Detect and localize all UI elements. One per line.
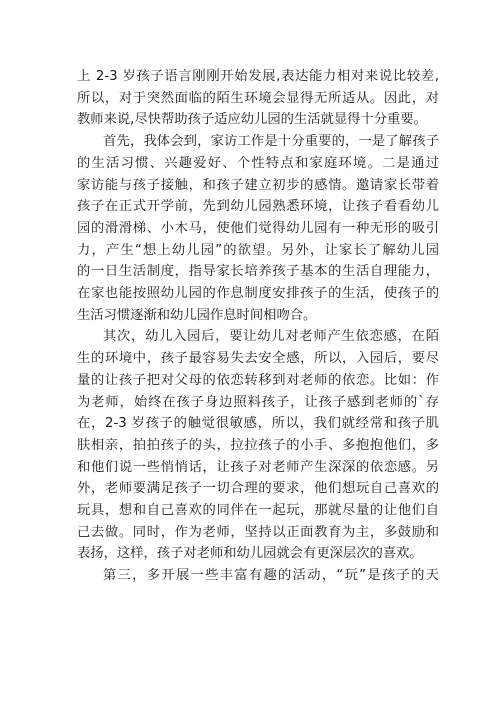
text-line: 上 2-3 岁孩子语言刚刚开始发展,表达能力相对来说比较差, (77, 69, 439, 84)
text-line: 所以，对于突然面临的陌生环境会显得无所适从。因此，对 (77, 90, 439, 106)
text-line: 肤相亲，拍拍孩子的头，拉拉孩子的小手、多抱抱他们，多 (77, 437, 439, 453)
paragraph-first-line: 其次，幼儿入园后，要让幼儿对老师产生依恋感，在陌 (103, 329, 439, 345)
body-text (77, 66, 439, 587)
text-line: 生活习惯逐渐和幼儿园作息时间相吻合。 (77, 307, 317, 323)
text-line: 量的让孩子把对父母的依恋转移到对老师的依恋。比如：作 (77, 372, 439, 388)
text-line: 孩子在正式开学前，先到幼儿园熟悉环境，让孩子看看幼儿 (77, 199, 439, 215)
text-line: 在家也能按照幼儿园的作息制度安排孩子的生活，使孩子的 (77, 286, 439, 302)
text-line: 玩具，想和自己喜欢的同伴在一起玩，那就尽量的让他们自 (77, 503, 439, 519)
paragraph-first-line: 首先，我体会到，家访工作是十分重要的，一是了解孩子 (103, 134, 439, 150)
text-line: 的生活习惯、兴趣爱好、个性特点和家庭环境。二是通过 (77, 155, 439, 171)
text-line: 生的环境中，孩子最容易失去安全感，所以，入园后，要尽 (77, 351, 439, 367)
paragraph-first-line: 第三，多开展一些丰富有趣的活动，“玩”是孩子的天 (103, 568, 439, 584)
text-line: 外，老师要满足孩子一切合理的要求，他们想玩自己喜欢的 (77, 481, 439, 497)
text-line: 在，2-3 岁孩子的触觉很敏感，所以，我们就经常和孩子肌 (77, 416, 439, 432)
text-line: 力，产生“想上幼儿园”的欲望。另外，让家长了解幼儿园 (77, 242, 439, 258)
text-line: 为老师，始终在孩子身边照料孩子，让孩子感到老师的`存 (77, 394, 439, 410)
text-line: 的一日生活制度，指导家长培养孩子基本的生活自理能力， (77, 264, 439, 280)
text-line: 家访能与孩子接触，和孩子建立初步的感情。邀请家长带着 (77, 177, 439, 193)
text-line: 己去做。同时，作为老师，坚持以正面教育为主，多鼓励和 (77, 524, 439, 540)
text-line: 教师来说,尽快帮助孩子适应幼儿园的生活就显得十分重要。 (77, 112, 427, 128)
text-line: 园的滑滑梯、小木马，使他们觉得幼儿园有一种无形的吸引 (77, 220, 439, 236)
text-line: 和他们说一些悄悄话，让孩子对老师产生深深的依恋感。另 (77, 459, 439, 475)
text-line: 表扬，这样，孩子对老师和幼儿园就会有更深层次的喜欢。 (77, 546, 423, 562)
